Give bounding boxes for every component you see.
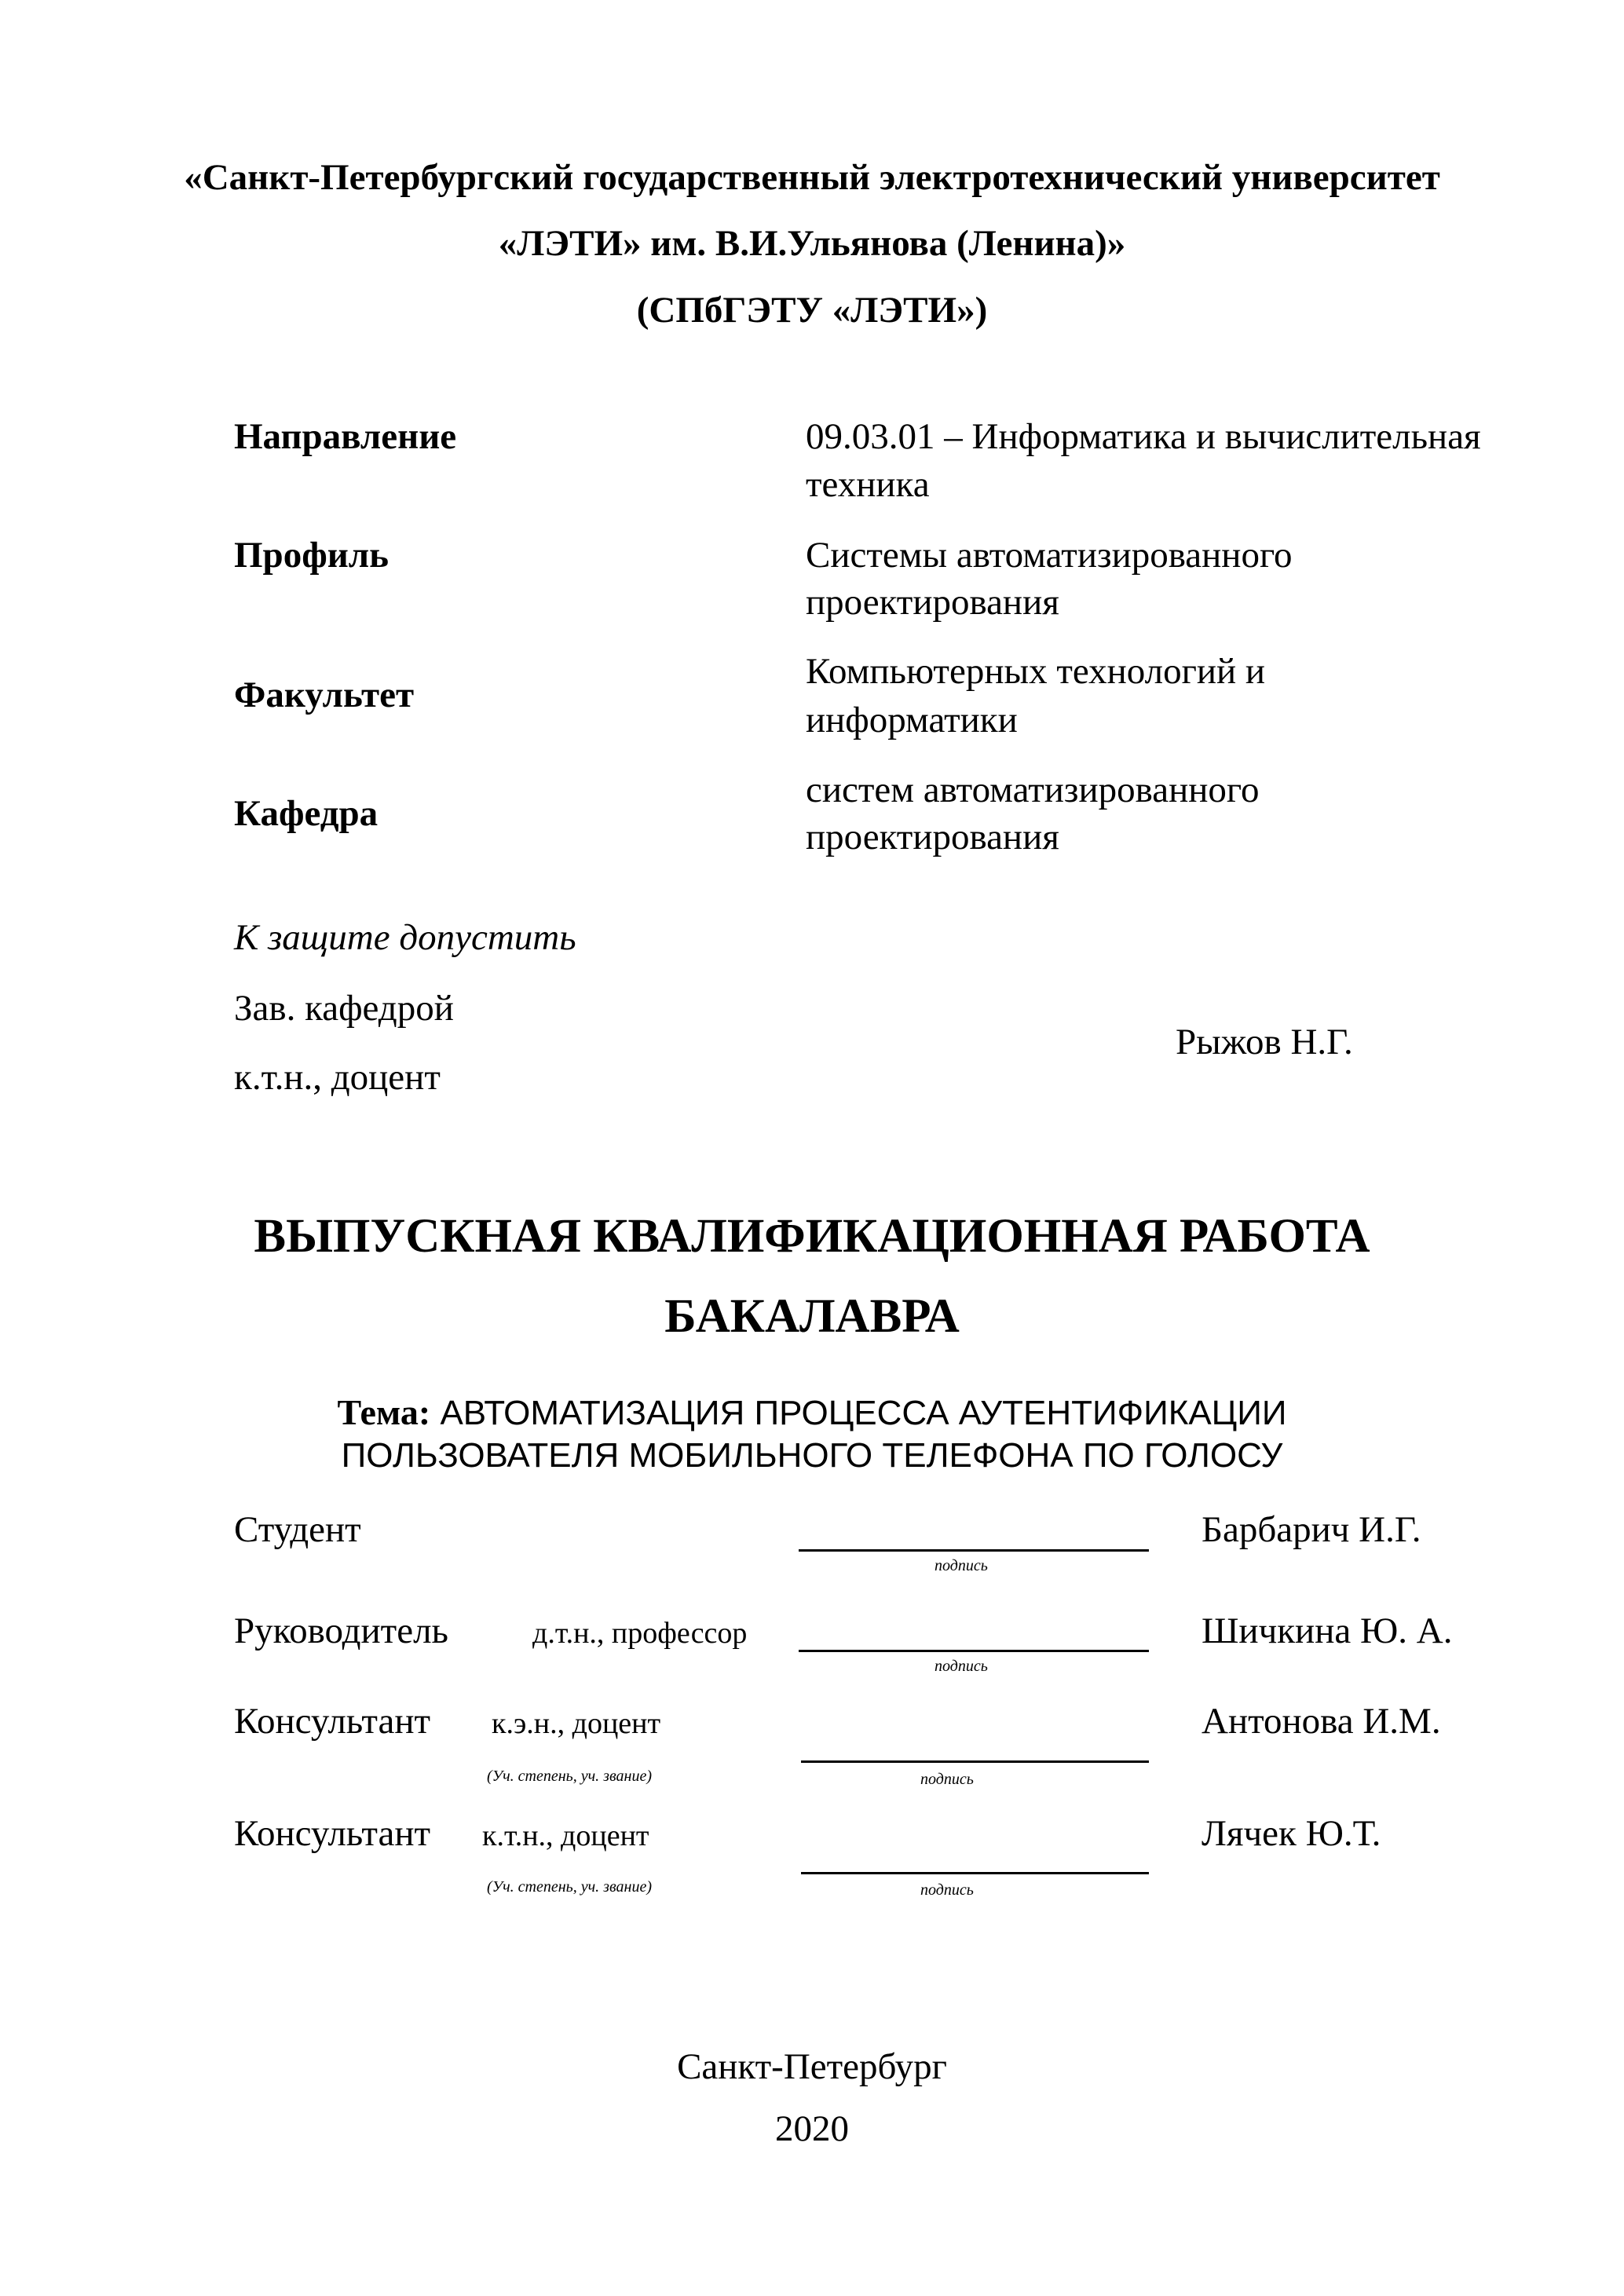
signature-line-consultant [801,1760,1149,1763]
signature-line-consultant [801,1872,1149,1874]
degree-hint: (Уч. степень, уч. звание) [487,1768,652,1785]
head-degree: к.т.н., доцент [234,1057,441,1098]
info-label-profile: Профиль [234,535,390,576]
head-of-department: Зав. кафедрой [234,988,454,1029]
info-value-department-cont: проектирования [806,817,1059,857]
signature-label: подпись [920,1771,974,1788]
signature-line-supervisor [799,1650,1149,1652]
theme-text-line1: АВТОМАТИЗАЦИЯ ПРОЦЕССА АУТЕНТИФИКАЦИИ [440,1394,1287,1432]
admit-to-defense: К защите допустить [234,917,576,958]
degree-supervisor: д.т.н., профессор [532,1617,748,1650]
theme-label: Тема: [337,1392,431,1432]
document-title-line2: БАКАЛАВРА [664,1290,960,1343]
info-label-department: Кафедра [234,793,379,834]
signature-label: подпись [935,1658,988,1675]
role-supervisor: Руководитель [234,1610,448,1651]
degree-consultant: к.т.н., доцент [482,1819,649,1852]
info-value-profile-cont: проектирования [806,582,1059,623]
degree-hint: (Уч. степень, уч. звание) [487,1878,652,1896]
year: 2020 [775,2108,849,2149]
role-consultant: Консультант [234,1701,431,1742]
university-name-line1: «Санкт-Петербургский государственный электротехнический университет [184,157,1440,198]
university-abbreviation: (СПбГЭТУ «ЛЭТИ») [636,290,988,331]
name-student: Барбарич И.Г. [1202,1509,1421,1550]
name-supervisor: Шичкина Ю. А. [1202,1610,1453,1651]
signature-line-student [799,1549,1149,1552]
city: Санкт-Петербург [677,2046,947,2087]
info-label-direction: Направление [234,416,457,457]
name-consultant: Антонова И.М. [1202,1701,1441,1742]
role-consultant: Консультант [234,1813,431,1854]
theme-line1 [0,1392,1624,1434]
head-name: Рыжов Н.Г. [1176,1022,1353,1062]
theme-text-line2: ПОЛЬЗОВАТЕЛЯ МОБИЛЬНОГО ТЕЛЕФОНА ПО ГОЛОСУ [341,1436,1283,1475]
info-value-faculty: Компьютерных технологий и [806,651,1266,692]
document-title-line1: ВЫПУСКНАЯ КВАЛИФИКАЦИОННАЯ РАБОТА [254,1210,1370,1263]
info-value-profile: Системы автоматизированного [806,535,1293,576]
info-value-department: систем автоматизированного [806,770,1260,810]
name-consultant: Лячек Ю.Т. [1202,1813,1381,1854]
signature-label: подпись [920,1881,974,1899]
role-student: Студент [234,1509,361,1550]
info-value-faculty-cont: информатики [806,700,1018,740]
info-value-direction: 09.03.01 – Информатика и вычислительная [806,416,1481,457]
info-label-faculty: Факультет [234,675,415,715]
signature-label: подпись [935,1557,988,1574]
university-name-line2: «ЛЭТИ» им. В.И.Ульянова (Ленина)» [498,223,1126,264]
degree-consultant: к.э.н., доцент [492,1707,661,1740]
info-value-direction-cont: техника [806,464,930,505]
